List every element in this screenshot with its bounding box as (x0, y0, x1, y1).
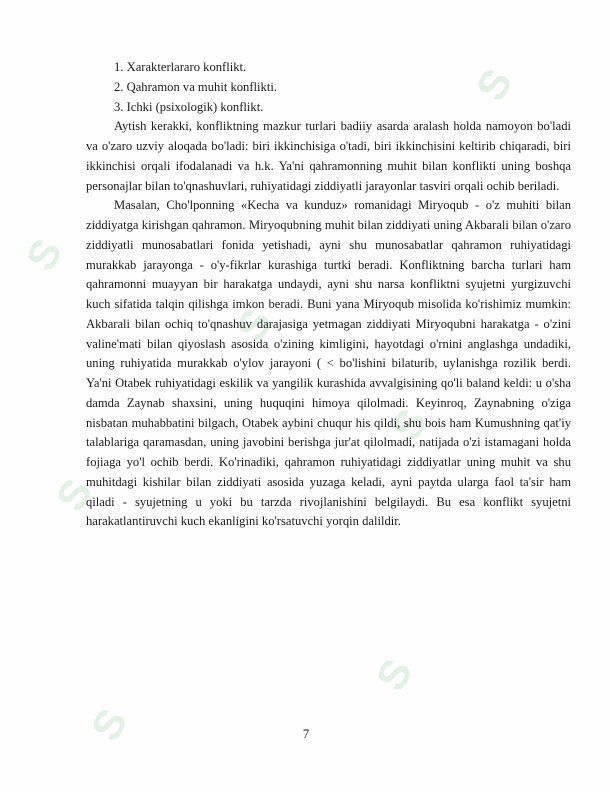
page-number: 7 (302, 727, 310, 741)
watermark: S (46, 469, 103, 519)
watermark: S (16, 229, 73, 279)
list-item: 3. Ichki (psixologik) konflikt. (114, 99, 264, 114)
list-item: 1. Xarakterlararo konflikt. (114, 60, 247, 74)
watermark: S (466, 59, 523, 109)
watermark: S (366, 649, 423, 699)
document-body (86, 58, 571, 532)
watermark: S (381, 399, 438, 449)
watermark: S (81, 699, 138, 749)
paragraph: Masalan, Cho'lponning «Kecha va kunduz» romanidagi Miryoqub - o'z muhiti bilan ziddiyatga kirishgan qahramon. Miryoqubning muhit bilan ziddiyati uning Akbarali bilan o'zaro ziddiyatli munosabatlari fonida yetishadi, ayni shu munosabatlar qahramon ruhiyatidagi murakkab jarayonga - o'y-fikrlar kurashiga turtki beradi. Konfliktning barcha turlari ham qahramonni muayyan bir harakatga undaydi, ayni shu narsa konfliktni syujetni yurgizuvchi kuch sifatida talqin qilishga imkon beradi. Buni yana Miryoqub misolida ko'rishimiz mumkin: Akbarali bilan ochiq to'qnashuv darajasiga yetmagan ziddiyati Miryoqubni harakatga - o'zini valine'mati bilan qiyoslash asosida o'zining kimligini, hayotdagi o'rnini anglashga undadiki, uning ruhiyatida murakkab o'ylov jarayoni ( < bo'lishini bilaturib, uylanishga rozilik berdi. Ya'ni Otabek ruhiyatidagi eskilik va yangilik kurashida avvalgisining qo'li baland keldi: u o'sha damda Zaynab shaxsini, uning huquqini himoya qilolmadi. Keyinroq, Zaynabning o'ziga nisbatan muhabbatini bilgach, Otabek aybini chuqur his qildi, shu bois ham Kumushning qat'iy talablariga qaramasdan, uning javobini berishga jur'at qilolmadi, natijada o'zi istamagani holda fojiaga yo'l ochib berdi. Ko'rinadiki, qahramon ruhiyatidagi ziddiyatlar uning muhit va shu muhitdagi kishilar bilan ziddiyati asosida yuzaga keladi, ayni paytda ularga faol ta'sir ham qiladi - syujetning u yoki bu tarzda rivojlanishini belgilaydi. Bu esa konflikt syujetni harakatlantiruvchi kuch ekanligini ko'rsatuvchi yorqin dalildir. (86, 198, 571, 529)
list-item: 2. Qahramon va muhit konflikti. (114, 79, 277, 94)
watermark: S (226, 299, 283, 349)
paragraph: Aytish kerakki, konfliktning mazkur turlari badiiy asarda aralash holda namoyon bo'ladi va o'zaro uzviy aloqada bo'ladi: biri ikkinchisiga o'tadi, biri ikkinchisini keltirib chiqaradi, biri ikkinchisi orqali ifodalanadi va h.k. Ya'ni qahramonning muhit bilan konflikti uning boshqa personajlar bilan to'qnashuvlari, ruhiyatidagi ziddiyatli jarayonlar tasviri orqali ochib beriladi. (86, 119, 571, 193)
